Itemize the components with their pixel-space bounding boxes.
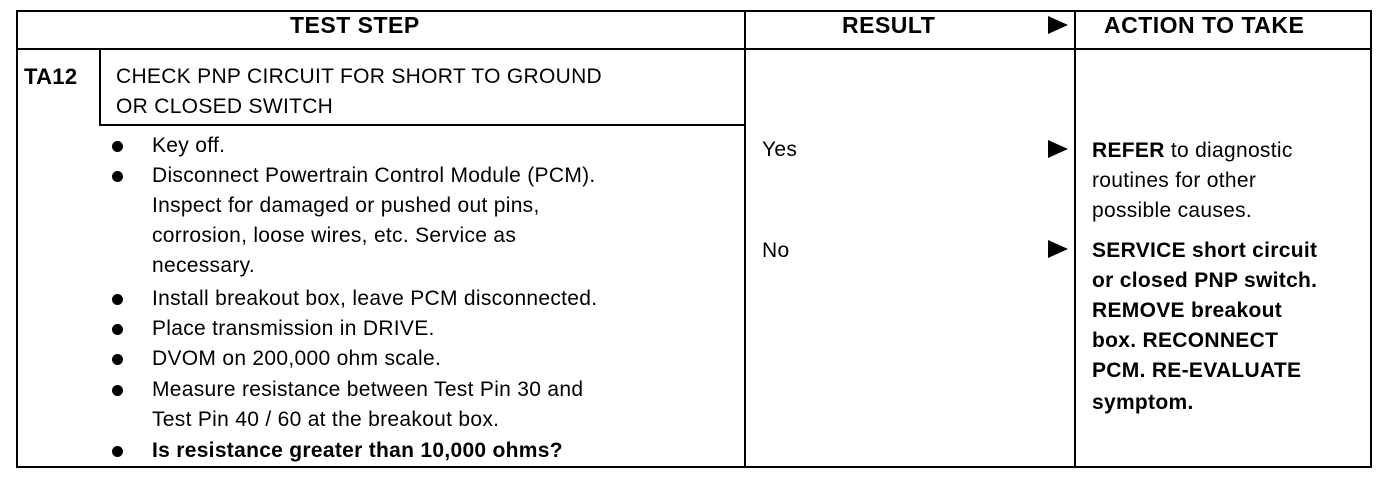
header-result: RESULT bbox=[842, 12, 936, 38]
step-item-4 bbox=[152, 314, 435, 344]
header-test-step: TEST STEP bbox=[290, 12, 420, 38]
step-item-1-line-1: Key off. bbox=[152, 134, 226, 157]
step-item-6-line-2: Test Pin 40 / 60 at the breakout box. bbox=[152, 408, 500, 431]
step-item-4-line-1: Place transmission in DRIVE. bbox=[152, 317, 435, 340]
step-item-2 bbox=[152, 161, 596, 281]
result-arrow-icon bbox=[1048, 140, 1068, 158]
step-item-3-line-1: Install breakout box, leave PCM disconnected. bbox=[152, 287, 598, 310]
action-no-line-1: SERVICE short circuit bbox=[1092, 239, 1318, 262]
step-item-7-line-1: Is resistance greater than 10,000 ohms? bbox=[152, 439, 563, 462]
action-no-line-3: REMOVE breakout bbox=[1092, 299, 1283, 322]
bullet-icon bbox=[112, 446, 123, 457]
step-item-5-line-1: DVOM on 200,000 ohm scale. bbox=[152, 347, 442, 370]
action-no-line-4: box. RECONNECT bbox=[1092, 329, 1279, 352]
bullet-icon bbox=[112, 141, 123, 152]
action-yes-line-3: possible causes. bbox=[1092, 199, 1253, 222]
action-no-line-6: symptom. bbox=[1092, 391, 1194, 414]
action-no-line-5: PCM. RE-EVALUATE bbox=[1092, 359, 1302, 382]
step-item-6 bbox=[152, 375, 583, 435]
bullet-icon bbox=[112, 354, 123, 365]
step-id: TA12 bbox=[24, 64, 78, 89]
result-no: No bbox=[762, 239, 790, 262]
column-divider-result bbox=[744, 10, 746, 468]
action-no-line-2: or closed PNP switch. bbox=[1092, 269, 1318, 292]
step-title-line-2: OR CLOSED SWITCH bbox=[116, 95, 334, 118]
step-item-1 bbox=[152, 131, 225, 161]
step-item-2-line-3: corrosion, loose wires, etc. Service as bbox=[152, 224, 517, 247]
step-item-6-line-1: Measure resistance between Test Pin 30 and bbox=[152, 378, 584, 401]
step-item-3 bbox=[152, 284, 597, 314]
column-divider-action bbox=[1074, 10, 1076, 468]
result-yes: Yes bbox=[762, 138, 798, 161]
action-yes-refer: REFER bbox=[1092, 139, 1165, 162]
step-title-divider bbox=[99, 124, 746, 126]
step-item-7 bbox=[152, 436, 563, 466]
step-item-5 bbox=[152, 344, 441, 374]
bullet-icon bbox=[112, 324, 123, 335]
step-item-2-line-2: Inspect for damaged or pushed out pins, bbox=[152, 194, 540, 217]
header-arrow-icon bbox=[1048, 16, 1068, 34]
header-action: ACTION TO TAKE bbox=[1104, 12, 1305, 38]
action-yes-line-1 bbox=[1092, 136, 1293, 166]
result-arrow-icon bbox=[1048, 240, 1068, 258]
header-divider bbox=[16, 48, 1372, 50]
step-title-line-1: CHECK PNP CIRCUIT FOR SHORT TO GROUND bbox=[116, 65, 602, 88]
step-item-2-line-4: necessary. bbox=[152, 254, 255, 277]
action-yes-refer-rest: to diagnostic bbox=[1164, 139, 1293, 162]
step-id-divider bbox=[99, 50, 101, 126]
bullet-icon bbox=[112, 171, 123, 182]
step-item-2-line-1: Disconnect Powertrain Control Module (PCM). bbox=[152, 164, 596, 187]
bullet-icon bbox=[112, 385, 123, 396]
bullet-icon bbox=[112, 294, 123, 305]
action-yes-line-2: routines for other bbox=[1092, 169, 1257, 192]
